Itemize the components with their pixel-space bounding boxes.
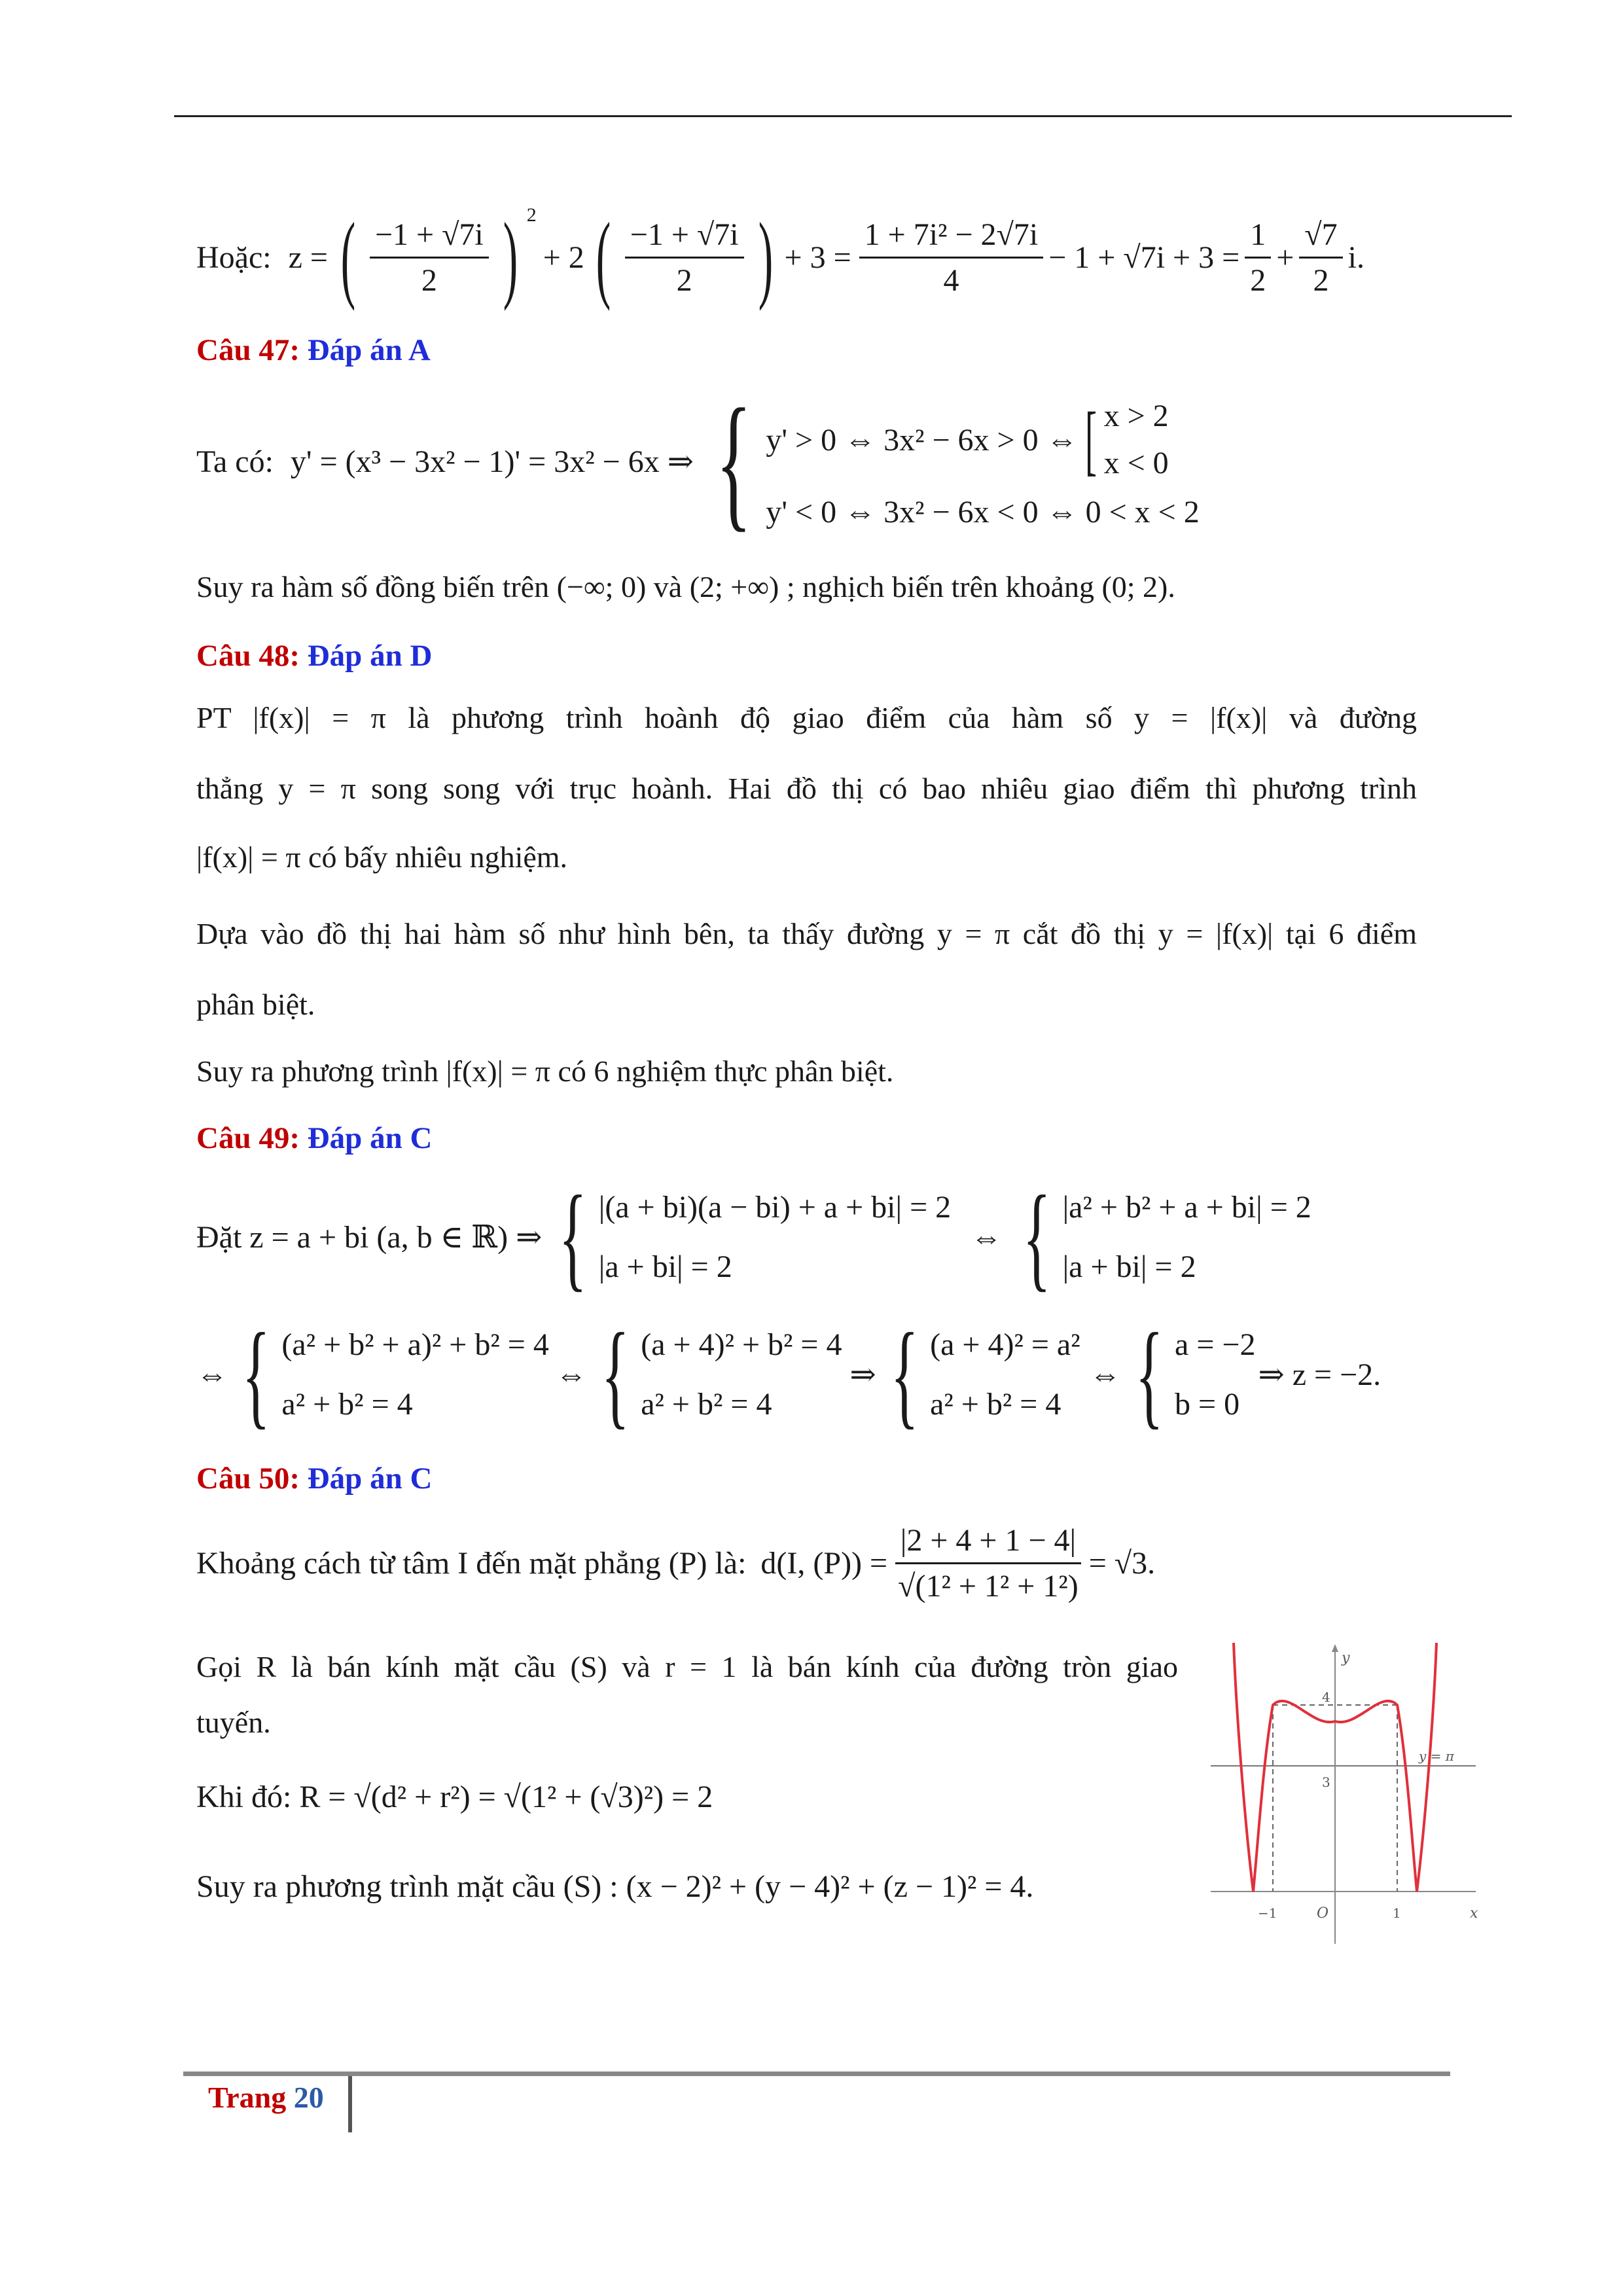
- line-y-pi-label: y = π: [1419, 1748, 1454, 1764]
- function-graph: [1204, 1630, 1479, 1944]
- q50-line-4: Khi đó: R = √(d² + r²) = √(1² + (√3)²) = 2: [196, 1780, 713, 1814]
- page-number: Trang 20: [208, 2081, 324, 2114]
- q50-line-3: tuyến.: [196, 1706, 271, 1739]
- q49-step-1: Đặt z = a + bi (a, b ∈ ℝ) ⇒ { |(a + bi)(a − bi) + a + bi| = 2 |a + bi| = 2 ⇔ { |a² + b² + a + bi| = 2 |a + bi| = 2: [196, 1172, 1311, 1302]
- q48-line-6: Suy ra phương trình |f(x)| = π có 6 nghiệm thực phân biệt.: [196, 1054, 894, 1088]
- q48-line-1: PT |f(x)| = π là phương trình hoành độ giao điểm của hàm số y = |f(x)| và đường: [196, 701, 1417, 734]
- q46-lhs: z =: [288, 240, 328, 275]
- tick-minus-1: −1: [1258, 1905, 1277, 1921]
- q48-line-5: phân biệt.: [196, 988, 315, 1021]
- q46-frac-1: $\frac{-1 + √7i}{2}$: [370, 217, 489, 298]
- q46-prefix: Hoặc:: [196, 240, 272, 275]
- q50-line-5: Suy ra phương trình mặt cầu (S) : (x − 2)² + (y − 4)² + (z − 1)² = 4.: [196, 1869, 1034, 1904]
- q49-heading: Câu 49: Đáp án C: [196, 1121, 433, 1155]
- q50-heading: Câu 50: Đáp án C: [196, 1462, 433, 1496]
- q46-formula: Hoặc: z = ( $\frac{-1 + √7i}{2}$ ) 2 + 2 ( $\frac{-1 + √7i}{2}$ ) + 3 = $\frac{\text{1 + 7i² − 2√7i}}{4}$ − 1 + √7i + 3 = $\frac{1}{2}$ + $\frac{√7}{2}$ i.: [196, 203, 1364, 312]
- q47-conclusion: Suy ra hàm số đồng biến trên (−∞; 0) và (2; +∞) ; nghịch biến trên khoảng (0; 2).: [196, 570, 1175, 603]
- q50-line-2: Gọi R là bán kính mặt cầu (S) và r = 1 là bán kính của đường tròn giao: [196, 1650, 1178, 1683]
- q48-line-2: thẳng y = π song song với trục hoành. Hai đồ thị có bao nhiêu giao điểm thì phương trình: [196, 772, 1417, 805]
- origin-label: O: [1317, 1905, 1329, 1922]
- q46-frac-2: $\frac{\text{1 + 7i² − 2√7i}}{4}$: [859, 217, 1044, 298]
- q46-frac-4: $\frac{√7}{2}$: [1299, 217, 1342, 298]
- q49-step-2: ⇔ { (a² + b² + a)² + b² = 4 a² + b² = 4 ⇔ { (a + 4)² + b² = 4 a² + b² = 4 ⇒ { (a + 4)² = a² a² + b² = 4 ⇔ { a = −2 b = 0 ⇒ z = −2.: [196, 1309, 1382, 1439]
- q47-derivative: Ta có: y' = (x³ − 3x² − 1)' = 3x² − 6x ⇒ { y' > 0 ⇔ 3x² − 6x > 0 ⇔ [ x > 2 x < 0 y' < 0 ⇔ 3x² − 6x < 0 ⇔ 0 < x < 2: [196, 378, 1200, 545]
- q50-distance: Khoảng cách từ tâm I đến mặt phẳng (P) là: d(I, (P)) = $\frac{|2 + 4 + 1 - 4|}{\text{√(1² + 1² + 1²)}}$ = √3.: [196, 1522, 1156, 1604]
- y-axis-label: y: [1342, 1650, 1350, 1666]
- y-axis-arrow: [1332, 1644, 1338, 1652]
- q48-line-3: |f(x)| = π có bấy nhiêu nghiệm.: [196, 840, 568, 874]
- tick-1: 1: [1393, 1905, 1401, 1921]
- header-rule: [174, 115, 1512, 117]
- q48-heading: Câu 48: Đáp án D: [196, 639, 433, 673]
- q46-frac-3: $\frac{1}{2}$: [1245, 217, 1271, 298]
- footer-rule: [183, 2072, 1450, 2076]
- x-axis-label: x: [1470, 1905, 1478, 1922]
- q47-cases: y' > 0 ⇔ 3x² − 6x > 0 ⇔ [ x > 2 x < 0 y' < 0 ⇔ 3x² − 6x < 0 ⇔ 0 < x < 2: [766, 396, 1200, 529]
- tick-4: 4: [1322, 1689, 1330, 1705]
- footer-divider: [348, 2076, 352, 2132]
- q48-line-4: Dựa vào đồ thị hai hàm số như hình bên, ta thấy đường y = π cắt đồ thị y = |f(x)| tại 6 điểm: [196, 917, 1417, 950]
- q46-frac-1b: $\frac{-1 + √7i}{2}$: [625, 217, 744, 298]
- q47-heading: Câu 47: Đáp án A: [196, 333, 431, 367]
- tick-3: 3: [1322, 1774, 1330, 1790]
